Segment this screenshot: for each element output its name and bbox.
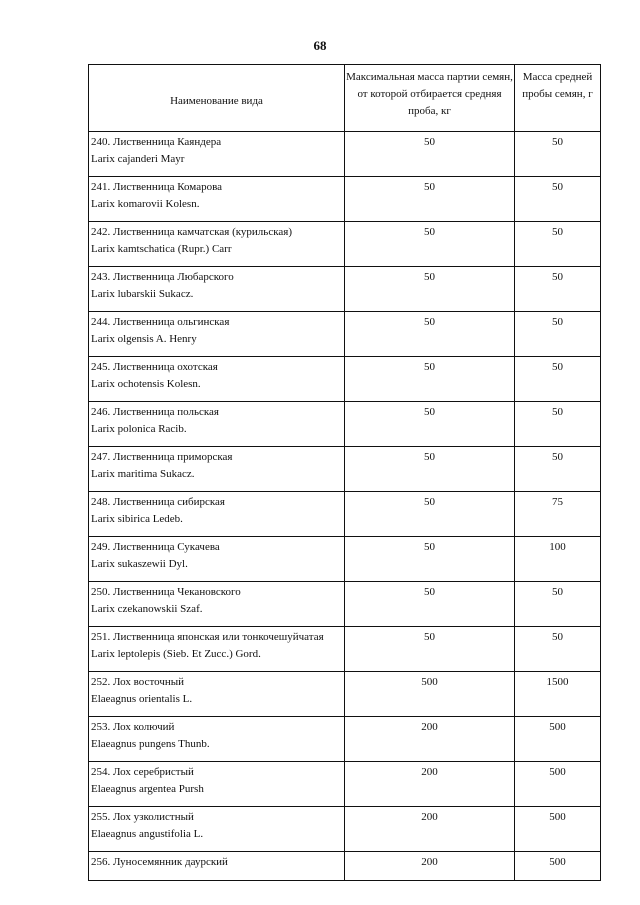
table-row bbox=[89, 222, 601, 267]
species-name-cell bbox=[89, 807, 345, 852]
max-lot-mass-cell: 50 bbox=[345, 537, 515, 582]
table-row bbox=[89, 672, 601, 717]
max-lot-mass-cell: 50 bbox=[345, 132, 515, 177]
table-row bbox=[89, 852, 601, 881]
max-lot-mass-cell: 50 bbox=[345, 402, 515, 447]
species-latin-name: Larix maritima Sukacz. bbox=[91, 468, 195, 480]
species-name-cell bbox=[89, 447, 345, 492]
sample-mass-cell: 50 bbox=[515, 357, 601, 402]
species-russian-name: 246. Лиственница польская bbox=[91, 406, 219, 418]
species-name-cell bbox=[89, 537, 345, 582]
species-latin-name: Larix polonica Racib. bbox=[91, 423, 187, 435]
header-species-name: Наименование вида bbox=[89, 65, 345, 132]
table-body bbox=[89, 132, 601, 881]
species-russian-name: 256. Луносемянник даурский bbox=[91, 856, 228, 868]
sample-mass-cell: 500 bbox=[515, 717, 601, 762]
species-russian-name: 251. Лиственница японская или тонкочешуйчатая bbox=[91, 631, 324, 643]
species-name-cell bbox=[89, 177, 345, 222]
sample-mass-cell: 50 bbox=[515, 312, 601, 357]
sample-mass-cell: 75 bbox=[515, 492, 601, 537]
species-name-cell bbox=[89, 582, 345, 627]
species-name-cell bbox=[89, 132, 345, 177]
max-lot-mass-cell: 50 bbox=[345, 582, 515, 627]
species-latin-name: Larix czekanowskii Szaf. bbox=[91, 603, 203, 615]
species-russian-name: 255. Лох узколистный bbox=[91, 811, 194, 823]
table-row bbox=[89, 402, 601, 447]
max-lot-mass-cell: 50 bbox=[345, 627, 515, 672]
sample-mass-cell: 50 bbox=[515, 402, 601, 447]
sample-mass-cell: 50 bbox=[515, 267, 601, 312]
max-lot-mass-cell: 50 bbox=[345, 492, 515, 537]
species-latin-name: Larix komarovii Kolesn. bbox=[91, 198, 200, 210]
table-row bbox=[89, 627, 601, 672]
max-lot-mass-cell: 500 bbox=[345, 672, 515, 717]
table-header-row bbox=[89, 65, 601, 132]
table-row bbox=[89, 312, 601, 357]
species-russian-name: 252. Лох восточный bbox=[91, 676, 185, 688]
species-latin-name: Elaeagnus angustifolia L. bbox=[91, 828, 204, 840]
species-name-cell bbox=[89, 357, 345, 402]
species-latin-name: Larix cajanderi Mayr bbox=[91, 153, 185, 165]
sample-mass-cell: 50 bbox=[515, 132, 601, 177]
table-row bbox=[89, 807, 601, 852]
species-latin-name: Larix olgensis A. Henry bbox=[91, 333, 197, 345]
species-russian-name: 243. Лиственница Любарского bbox=[91, 271, 234, 283]
species-russian-name: 241. Лиственница Комарова bbox=[91, 181, 223, 193]
species-name-cell bbox=[89, 852, 345, 881]
max-lot-mass-cell: 200 bbox=[345, 807, 515, 852]
max-lot-mass-cell: 50 bbox=[345, 312, 515, 357]
species-name-cell bbox=[89, 267, 345, 312]
species-name-cell bbox=[89, 627, 345, 672]
sample-mass-cell: 500 bbox=[515, 852, 601, 881]
species-name-cell bbox=[89, 312, 345, 357]
max-lot-mass-cell: 50 bbox=[345, 267, 515, 312]
species-name-cell bbox=[89, 672, 345, 717]
table-row bbox=[89, 357, 601, 402]
max-lot-mass-cell: 200 bbox=[345, 762, 515, 807]
sample-mass-cell: 500 bbox=[515, 762, 601, 807]
species-latin-name: Larix sibirica Ledeb. bbox=[91, 513, 183, 525]
species-latin-name: Elaeagnus pungens Thunb. bbox=[91, 738, 210, 750]
sample-mass-cell: 50 bbox=[515, 627, 601, 672]
species-russian-name: 242. Лиственница камчатская (курильская) bbox=[91, 226, 292, 238]
sample-mass-cell: 500 bbox=[515, 807, 601, 852]
species-russian-name: 240. Лиственница Каяндера bbox=[91, 136, 222, 148]
species-russian-name: 248. Лиственница сибирская bbox=[91, 496, 225, 508]
max-lot-mass-cell: 200 bbox=[345, 717, 515, 762]
table-row bbox=[89, 492, 601, 537]
species-name-cell bbox=[89, 402, 345, 447]
species-name-cell bbox=[89, 222, 345, 267]
species-russian-name: 250. Лиственница Чекановского bbox=[91, 586, 241, 598]
species-name-cell bbox=[89, 717, 345, 762]
species-latin-name: Larix leptolepis (Sieb. Et Zucc.) Gord. bbox=[91, 648, 261, 660]
sample-mass-cell: 50 bbox=[515, 222, 601, 267]
species-latin-name: Elaeagnus orientalis L. bbox=[91, 693, 193, 705]
sample-mass-cell: 1500 bbox=[515, 672, 601, 717]
species-russian-name: 244. Лиственница ольгинская bbox=[91, 316, 230, 328]
sample-mass-cell: 50 bbox=[515, 447, 601, 492]
species-latin-name: Larix kamtschatica (Rupr.) Carr bbox=[91, 243, 232, 255]
species-russian-name: 245. Лиственница охотская bbox=[91, 361, 218, 373]
table-row bbox=[89, 132, 601, 177]
max-lot-mass-cell: 50 bbox=[345, 222, 515, 267]
species-russian-name: 247. Лиственница приморская bbox=[91, 451, 233, 463]
page-number: 68 bbox=[313, 38, 327, 53]
sample-mass-cell: 50 bbox=[515, 582, 601, 627]
seed-sampling-table bbox=[88, 64, 601, 881]
table-row bbox=[89, 762, 601, 807]
species-name-cell bbox=[89, 762, 345, 807]
table-row bbox=[89, 717, 601, 762]
species-latin-name: Larix ochotensis Kolesn. bbox=[91, 378, 201, 390]
species-russian-name: 253. Лох колючий bbox=[91, 721, 175, 733]
header-max-lot-mass: Максимальная масса партии семян, от которой отбирается средняя проба, кг bbox=[345, 65, 515, 132]
species-name-cell bbox=[89, 492, 345, 537]
sample-mass-cell: 50 bbox=[515, 177, 601, 222]
table-row bbox=[89, 177, 601, 222]
species-latin-name: Larix lubarskii Sukacz. bbox=[91, 288, 194, 300]
header-sample-mass: Масса средней пробы семян, г bbox=[515, 65, 601, 132]
species-russian-name: 249. Лиственница Сукачева bbox=[91, 541, 220, 553]
table-row bbox=[89, 582, 601, 627]
max-lot-mass-cell: 50 bbox=[345, 357, 515, 402]
table-row bbox=[89, 537, 601, 582]
species-latin-name: Elaeagnus argentea Pursh bbox=[91, 783, 204, 795]
species-russian-name: 254. Лох серебристый bbox=[91, 766, 194, 778]
table-row bbox=[89, 267, 601, 312]
max-lot-mass-cell: 200 bbox=[345, 852, 515, 881]
max-lot-mass-cell: 50 bbox=[345, 177, 515, 222]
table-row bbox=[89, 447, 601, 492]
max-lot-mass-cell: 50 bbox=[345, 447, 515, 492]
sample-mass-cell: 100 bbox=[515, 537, 601, 582]
species-latin-name: Larix sukaszewii Dyl. bbox=[91, 558, 188, 570]
